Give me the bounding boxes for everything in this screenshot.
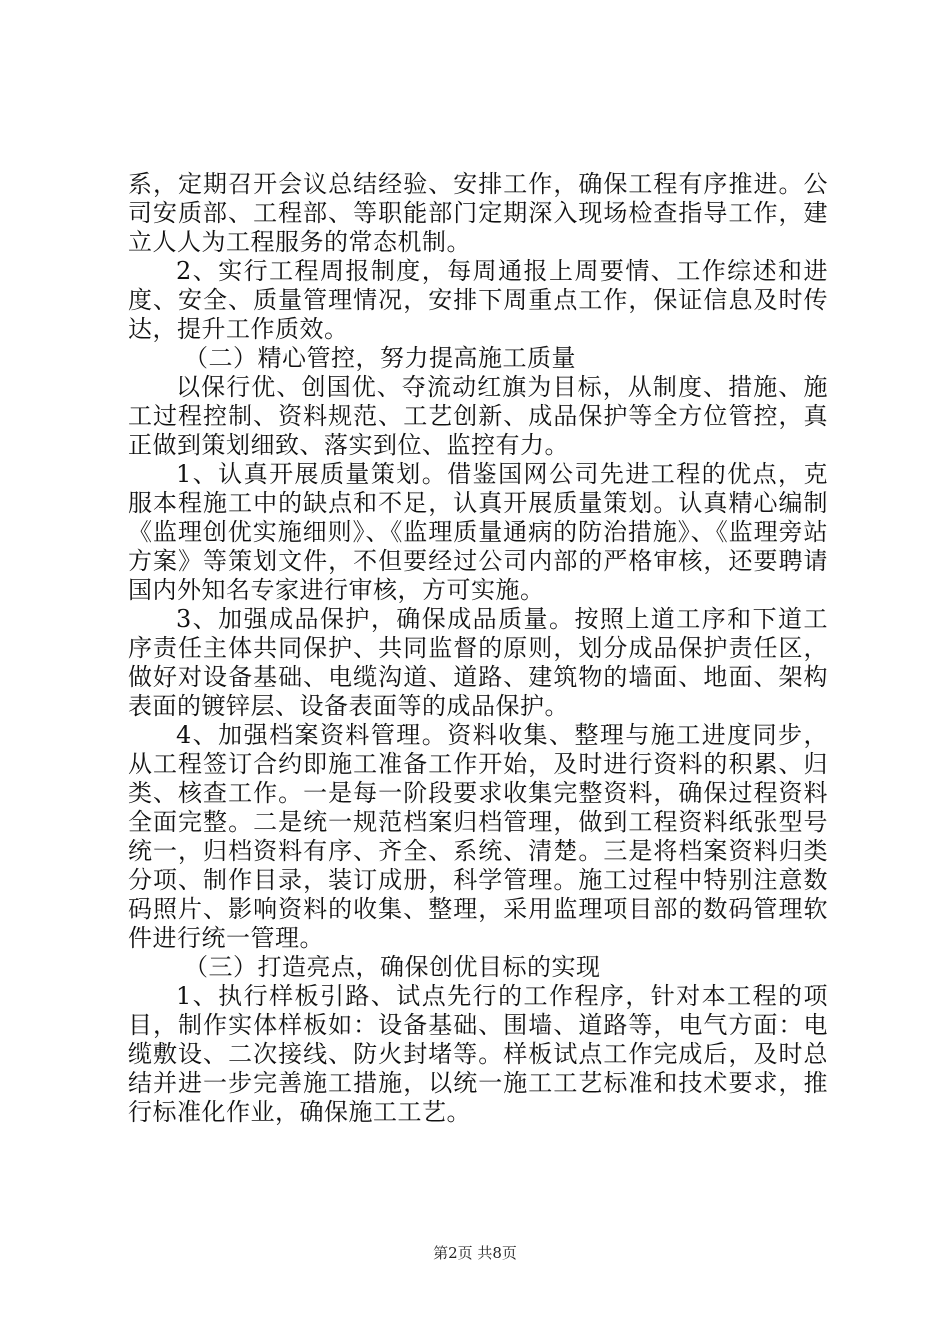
paragraph-continued: 系，定期召开会议总结经验、安排工作，确保工程有序推进。公司安质部、工程部、等职能部门定期深入现场检查指导工作，建立人人为工程服务的常态机制。 (128, 170, 828, 256)
paragraph-quality-goal: 以保行优、创国优、夺流动红旗为目标，从制度、措施、施工过程控制、资料规范、工艺创新、成品保护等全方位管控，真正做到策划细致、落实到位、监控有力。 (128, 373, 828, 459)
page-number-footer: 第2页 共8页 (433, 1244, 517, 1262)
paragraph-product-protection: 3、加强成品保护，确保成品质量。按照上道工序和下道工序责任主体共同保护、共同监督的原则，划分成品保护责任区，做好对设备基础、电缆沟道、道路、建筑物的墙面、地面、架构表面的镀锌层、设备表面等的成品保护。 (128, 605, 828, 720)
paragraph-archive-management: 4、加强档案资料管理。资料收集、整理与施工进度同步，从工程签订合约即施工准备工作开始，及时进行资料的积累、归类、核查工作。一是每一阶段要求收集完整资料，确保过程资料全面完整。二是统一规范档案归档管理，做到工程资料纸张型号统一，归档资料有序、齐全、系统、清楚。三是将档案资料归类分项、制作目录，装订成册，科学管理。施工过程中特别注意数码照片、影响资料的收集、整理，采用监理项目部的数码管理软件进行统一管理。 (128, 721, 828, 952)
section-heading-highlights: （三）打造亮点，确保创优目标的实现 (184, 953, 601, 981)
document-body (128, 170, 828, 1127)
section-heading-quality: （二）精心管控，努力提高施工质量 (184, 344, 576, 372)
paragraph-sample-guidance: 1、执行样板引路、试点先行的工作程序，针对本工程的项目，制作实体样板如：设备基础、围墙、道路等，电气方面：电缆敷设、二次接线、防火封堵等。样板试点工作完成后，及时总结并进一步完善施工措施，以统一施工工艺标准和技术要求，推行标准化作业，确保施工工艺。 (128, 982, 828, 1126)
paragraph-weekly-report: 2、实行工程周报制度，每周通报上周要情、工作综述和进度、安全、质量管理情况，安排下周重点工作，保证信息及时传达，提升工作质效。 (128, 257, 828, 343)
paragraph-quality-planning: 1、认真开展质量策划。借鉴国网公司先进工程的优点，克服本程施工中的缺点和不足，认真开展质量策划。认真精心编制《监理创优实施细则》、《监理质量通病的防治措施》、《监理旁站方案》等策划文件，不但要经过公司内部的严格审核，还要聘请国内外知名专家进行审核，方可实施。 (128, 460, 828, 604)
